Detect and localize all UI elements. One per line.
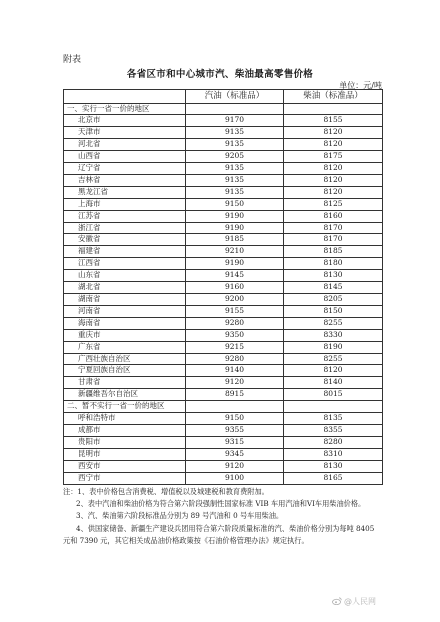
gasoline-price: 9140 (186, 365, 284, 377)
gasoline-price: 9185 (186, 234, 284, 246)
section-empty-cell (284, 401, 383, 413)
region-name: 宁夏回族自治区 (64, 365, 186, 377)
diesel-price: 8015 (284, 389, 383, 401)
region-name: 吉林省 (64, 174, 186, 186)
gasoline-price: 9135 (186, 163, 284, 175)
diesel-price: 8280 (284, 436, 383, 448)
weibo-icon (332, 597, 342, 605)
table-row (64, 163, 383, 175)
table-row (64, 341, 383, 353)
diesel-price: 8170 (284, 234, 383, 246)
region-name: 呼和浩特市 (64, 413, 186, 425)
gasoline-price: 9190 (186, 222, 284, 234)
gasoline-price: 9155 (186, 305, 284, 317)
table-row (64, 174, 383, 186)
diesel-price: 8330 (284, 329, 383, 341)
region-name: 天津市 (64, 127, 186, 139)
diesel-price: 8180 (284, 258, 383, 270)
region-name: 广西壮族自治区 (64, 353, 186, 365)
section-row (64, 401, 383, 413)
region-name: 黑龙江省 (64, 186, 186, 198)
diesel-price: 8205 (284, 294, 383, 306)
gasoline-price: 8915 (186, 389, 284, 401)
gasoline-price: 9170 (186, 115, 284, 127)
gasoline-price: 9280 (186, 353, 284, 365)
watermark (332, 596, 376, 607)
table-row (64, 448, 383, 460)
gasoline-price: 9350 (186, 329, 284, 341)
region-name: 江苏省 (64, 210, 186, 222)
table-row (64, 365, 383, 377)
document-title: 各省区市和中心城市汽、柴油最高零售价格 (126, 69, 314, 80)
gasoline-price: 9120 (186, 460, 284, 472)
table-row (64, 436, 383, 448)
gasoline-price: 9160 (186, 282, 284, 294)
note-3: 3、汽、柴油第六阶段标准品分别为 89 号汽油和 0 号车用柴油。 (76, 511, 284, 521)
region-name: 北京市 (64, 115, 186, 127)
region-name: 重庆市 (64, 329, 186, 341)
table-row (64, 151, 383, 163)
table-row (64, 472, 383, 484)
header-region (64, 90, 186, 104)
region-name: 山东省 (64, 270, 186, 282)
unit-label: 单位：元/吨 (339, 81, 382, 90)
section-row (64, 103, 383, 115)
notes-block (63, 486, 383, 547)
table-header-row (64, 90, 383, 104)
region-name: 浙江省 (64, 222, 186, 234)
table-row (64, 258, 383, 270)
gasoline-price: 9135 (186, 174, 284, 186)
table-row (64, 424, 383, 436)
table-row (64, 282, 383, 294)
annex-label: 附表 (63, 55, 82, 65)
table-row (64, 234, 383, 246)
table-row (64, 460, 383, 472)
diesel-price: 8160 (284, 210, 383, 222)
diesel-price: 8165 (284, 472, 383, 484)
diesel-price: 8190 (284, 341, 383, 353)
diesel-price: 8170 (284, 222, 383, 234)
gasoline-price: 9135 (186, 186, 284, 198)
gasoline-price: 9200 (186, 294, 284, 306)
gasoline-price: 9205 (186, 151, 284, 163)
gasoline-price: 9280 (186, 317, 284, 329)
table-row (64, 186, 383, 198)
table-row (64, 222, 383, 234)
diesel-price: 8255 (284, 353, 383, 365)
gasoline-price: 9120 (186, 377, 284, 389)
table-row (64, 139, 383, 151)
diesel-price: 8120 (284, 139, 383, 151)
region-name: 辽宁省 (64, 163, 186, 175)
table-body (64, 103, 383, 484)
header-gasoline: 汽油（标准品） (186, 90, 284, 104)
region-name: 江西省 (64, 258, 186, 270)
diesel-price: 8130 (284, 270, 383, 282)
gasoline-price: 9315 (186, 436, 284, 448)
table-row (64, 377, 383, 389)
region-name: 成都市 (64, 424, 186, 436)
region-name: 湖南省 (64, 294, 186, 306)
diesel-price: 8310 (284, 448, 383, 460)
gasoline-price: 9135 (186, 127, 284, 139)
region-name: 西宁市 (64, 472, 186, 484)
gasoline-price: 9215 (186, 341, 284, 353)
region-name: 西安市 (64, 460, 186, 472)
diesel-price: 8175 (284, 151, 383, 163)
header-diesel: 柴油（标准品） (284, 90, 383, 104)
gasoline-price: 9135 (186, 139, 284, 151)
diesel-price: 8255 (284, 317, 383, 329)
region-name: 广东省 (64, 341, 186, 353)
region-name: 山西省 (64, 151, 186, 163)
diesel-price: 8130 (284, 460, 383, 472)
diesel-price: 8185 (284, 246, 383, 258)
diesel-price: 8135 (284, 413, 383, 425)
section-label: 二、暂不实行一省一价的地区 (64, 401, 186, 413)
diesel-price: 8355 (284, 424, 383, 436)
table-row (64, 413, 383, 425)
table-row (64, 317, 383, 329)
section-empty-cell (186, 401, 284, 413)
diesel-price: 8155 (284, 115, 383, 127)
section-label: 一、实行一省一价的地区 (64, 103, 186, 115)
gasoline-price: 9150 (186, 413, 284, 425)
diesel-price: 8140 (284, 377, 383, 389)
table-row (64, 270, 383, 282)
table-row (64, 198, 383, 210)
gasoline-price: 9190 (186, 258, 284, 270)
gasoline-price: 9210 (186, 246, 284, 258)
diesel-price: 8145 (284, 282, 383, 294)
region-name: 甘肃省 (64, 377, 186, 389)
region-name: 安徽省 (64, 234, 186, 246)
note-1: 注：1、表中价格包含消费税、增值税以及城建税和教育费附加。 (63, 487, 269, 496)
region-name: 湖北省 (64, 282, 186, 294)
gasoline-price: 9100 (186, 472, 284, 484)
region-name: 海南省 (64, 317, 186, 329)
gasoline-price: 9150 (186, 198, 284, 210)
diesel-price: 8120 (284, 127, 383, 139)
gasoline-price: 9145 (186, 270, 284, 282)
table-row (64, 353, 383, 365)
table-row (64, 127, 383, 139)
table-row (64, 389, 383, 401)
table-row (64, 115, 383, 127)
section-empty-cell (284, 103, 383, 115)
region-name: 福建省 (64, 246, 186, 258)
table-row (64, 305, 383, 317)
diesel-price: 8120 (284, 163, 383, 175)
diesel-price: 8125 (284, 198, 383, 210)
region-name: 河南省 (64, 305, 186, 317)
watermark-text: @人民网 (344, 597, 376, 606)
gasoline-price: 9190 (186, 210, 284, 222)
note-2: 2、表中汽油和柴油价格为符合第六阶段强制性国家标准 VIB 车用汽油和VI车用柴油价格。 (76, 499, 366, 509)
gasoline-price: 9355 (186, 424, 284, 436)
diesel-price: 8150 (284, 305, 383, 317)
table-row (64, 329, 383, 341)
diesel-price: 8120 (284, 186, 383, 198)
region-name: 昆明市 (64, 448, 186, 460)
region-name: 河北省 (64, 139, 186, 151)
region-name: 贵阳市 (64, 436, 186, 448)
price-table (63, 89, 383, 485)
table-row (64, 210, 383, 222)
region-name: 上海市 (64, 198, 186, 210)
diesel-price: 8120 (284, 365, 383, 377)
gasoline-price: 9345 (186, 448, 284, 460)
table-row (64, 294, 383, 306)
table-row (64, 246, 383, 258)
region-name: 新疆维吾尔自治区 (64, 389, 186, 401)
section-empty-cell (186, 103, 284, 115)
note-4: 4、供国家储备、新疆生产建设兵团用符合第六阶段质量标准的汽、柴油价格分别为每吨 8405 元和 7390 元，其它相关成品油价格政策按《石油价格管理办法》规定执行。 (63, 523, 375, 545)
diesel-price: 8120 (284, 174, 383, 186)
